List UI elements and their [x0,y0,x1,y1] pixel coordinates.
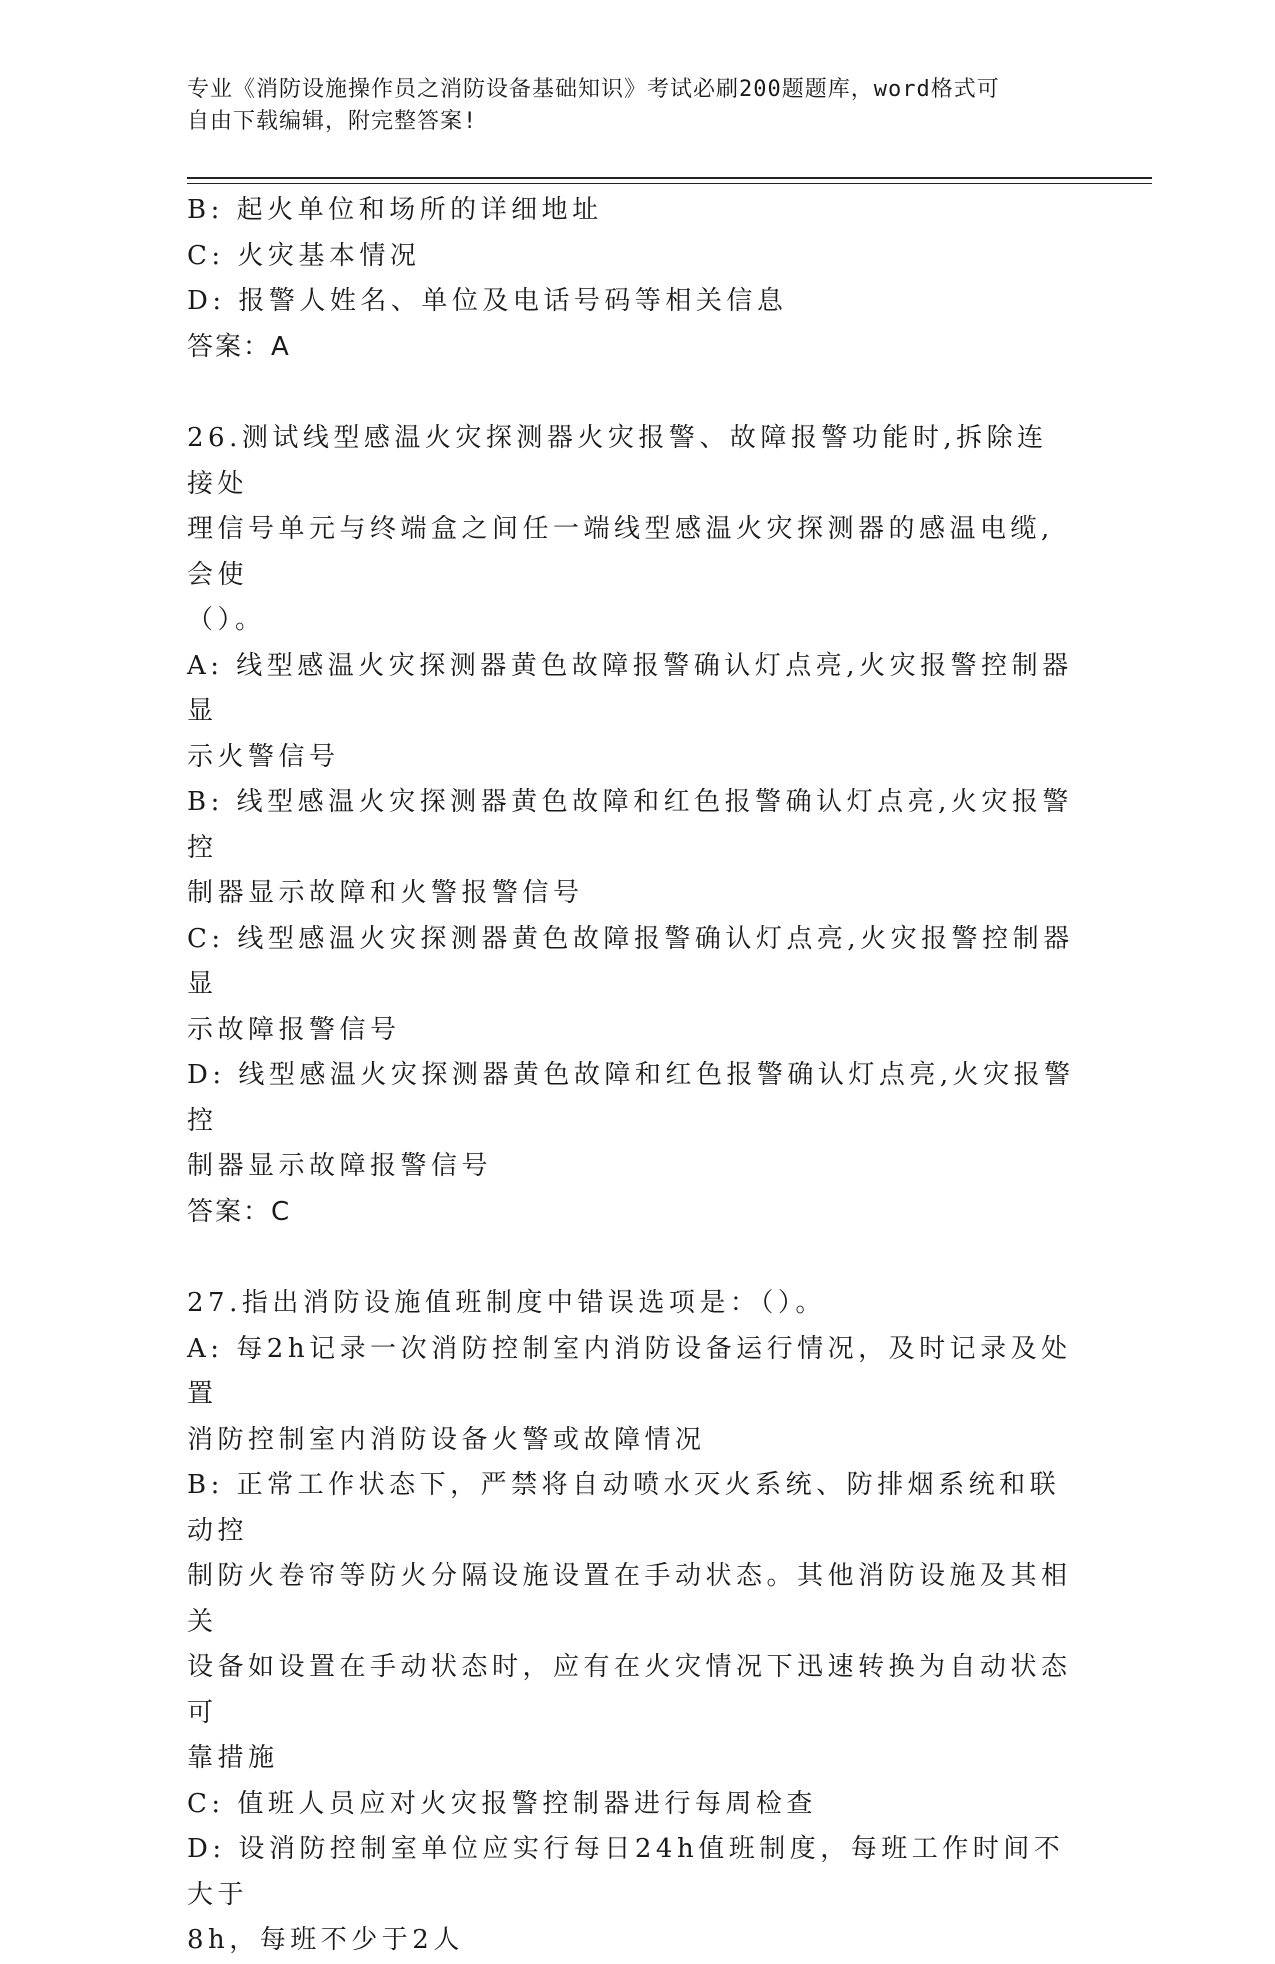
option-d: D: 设消防控制室单位应实行每日24h值班制度，每班工作时间不大于 [187,1834,1065,1910]
option-b: B: 线型感温火灾探测器黄色故障和红色报警确认灯点亮,火灾报警控 [187,787,1073,863]
question-stem: 27.指出消防设施值班制度中错误选项是：（）。 [187,1288,826,1318]
option-c: C: 线型感温火灾探测器黄色故障报警确认灯点亮,火灾报警控制器显 [187,923,1074,999]
question-stem: 理信号单元与终端盒之间任一端线型感温火灾探测器的感温电缆,会使 [187,514,1054,590]
prev-question [187,188,1077,370]
option-d: D: 线型感温火灾探测器黄色故障和红色报警确认灯点亮,火灾报警控 [187,1060,1075,1136]
question-27 [187,1281,1077,1964]
page-content [187,188,1077,1964]
option-b-cont: 制器显示故障和火警报警信号 [187,878,584,908]
header-line-1: 专业《消防设施操作员之消防设备基础知识》考试必刷200题题库，word格式可 [187,77,1000,102]
option-c: C: 火灾基本情况 [187,240,421,271]
option-a-cont: 示火警信号 [187,741,340,772]
option-b: B: 起火单位和场所的详细地址 [187,195,603,225]
option-b-cont: 靠措施 [187,1743,279,1773]
header-line-2: 自由下载编辑，附完整答案! [187,109,478,134]
option-a: A: 每2h记录一次消防控制室内消防设备运行情况，及时记录及处置 [187,1333,1072,1409]
option-a-cont: 消防控制室内消防设备火警或故障情况 [187,1424,706,1455]
option-d-cont: 8h，每班不少于2人 [187,1925,464,1955]
header-rule [187,177,1152,179]
question-stem: （）。 [187,605,266,635]
option-a: A: 线型感温火灾探测器黄色故障报警确认灯点亮,火灾报警控制器显 [187,650,1073,726]
question-26 [187,416,1077,1235]
option-c: C: 值班人员应对火灾报警控制器进行每周检查 [187,1788,817,1819]
header-rule-thin [187,183,1152,184]
option-c-cont: 示故障报警信号 [187,1014,401,1045]
document-header [187,74,1087,138]
option-d: D: 报警人姓名、单位及电话号码等相关信息 [187,286,788,316]
answer-line: 答案：C [187,1196,292,1227]
question-stem: 26.测试线型感温火灾探测器火灾报警、故障报警功能时,拆除连接处 [187,423,1048,499]
option-b-cont: 设备如设置在手动状态时，应有在火灾情况下迅速转换为自动状态可 [187,1652,1072,1728]
answer-line: 答案：A [187,331,291,362]
option-d-cont: 制器显示故障报警信号 [187,1151,493,1181]
option-b: B: 正常工作状态下，严禁将自动喷水灭火系统、防排烟系统和联动控 [187,1470,1061,1546]
option-b-cont: 制防火卷帘等防火分隔设施设置在手动状态。其他消防设施及其相关 [187,1561,1072,1637]
